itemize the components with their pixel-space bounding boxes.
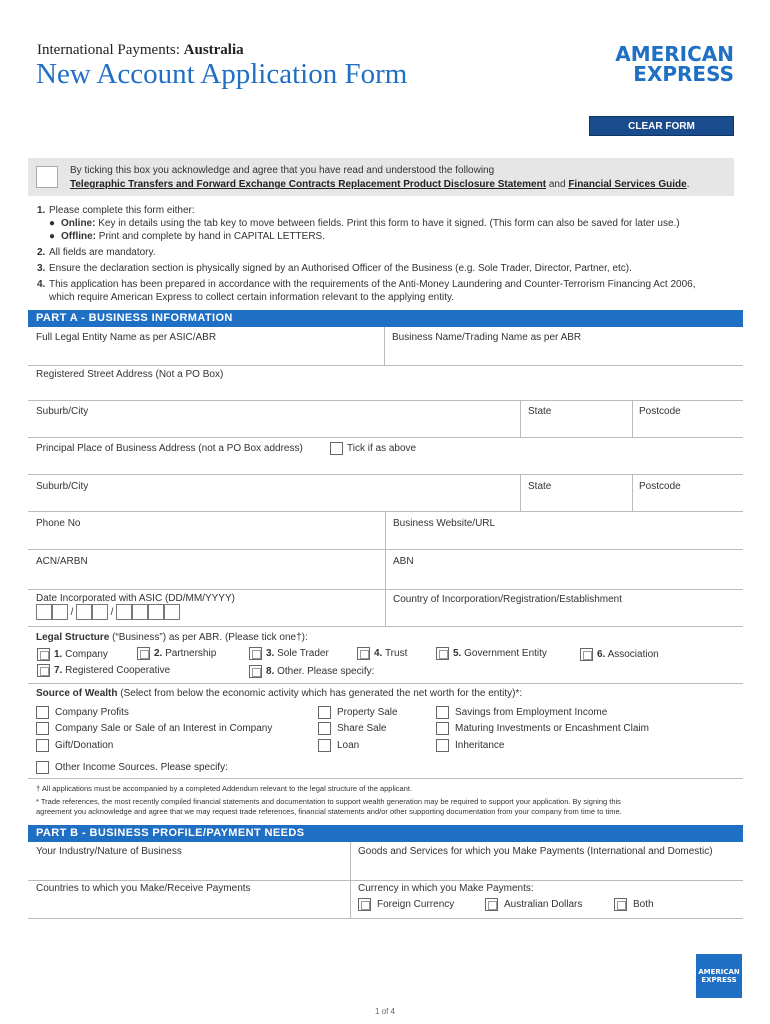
abn-label: ABN bbox=[393, 556, 414, 567]
w4-label: Property Sale bbox=[337, 707, 398, 718]
legal-opt-other[interactable] bbox=[249, 665, 374, 678]
legal-structure-bold: Legal Structure bbox=[36, 632, 110, 643]
header-subtitle bbox=[37, 42, 244, 59]
tick-as-above[interactable] bbox=[330, 442, 416, 455]
opt8-num: 8. bbox=[266, 666, 275, 677]
opt6-num: 6. bbox=[597, 649, 606, 660]
wealth-savings[interactable] bbox=[436, 706, 607, 719]
pds-link[interactable]: Telegraphic Transfers and Forward Exchange Contracts Replacement Product Disclosure Statement bbox=[70, 179, 547, 190]
company-sale-checkbox[interactable] bbox=[36, 722, 49, 735]
amex-small-logo bbox=[696, 954, 742, 998]
company-checkbox[interactable] bbox=[37, 648, 50, 661]
instr-1: Please complete this form either: bbox=[49, 205, 195, 216]
opt6-label: Association bbox=[605, 649, 659, 660]
footnote-3: agreement you acknowledge and agree that we may request trade references, financial statements and/or other supporting documentation from your company from time to time. bbox=[36, 807, 622, 816]
source-of-wealth-label bbox=[36, 688, 522, 699]
postcode-label-1: Postcode bbox=[639, 406, 681, 417]
subtitle-prefix: International Payments: bbox=[37, 42, 184, 58]
w1-label: Company Profits bbox=[55, 707, 129, 718]
wealth-gift[interactable] bbox=[36, 739, 113, 752]
date-slash-1: / bbox=[70, 606, 74, 618]
opt5-label: Government Entity bbox=[461, 648, 547, 659]
wealth-inheritance[interactable] bbox=[436, 739, 504, 752]
wealth-share-sale[interactable] bbox=[318, 722, 386, 735]
date-year-2[interactable] bbox=[132, 604, 148, 620]
currency-foreign[interactable] bbox=[358, 898, 454, 911]
instructions: 1. Please complete this form either: ● Online: Key in details using the tab key to move between fields. Print this form to have it signed. (This form can also be saved for later use.) ● Offline: Print and complete by hand in CAPITAL LETTERS. 2. All fields are mandatory. 3. Ensure the declaration section is physically signed by an Authorised Officer of the Business (e.g. Sole Trader, Director, Partner, etc). 4. This application has been prepared in accordance with the requirements of the Anti-Money Laundering and Counter-Terrorism Financing Act 2006, which require American Express to collect certain information relevant to the applying entity. bbox=[37, 205, 696, 303]
instr-4a: This application has been prepared in accordance with the requirements of the Anti-Money Laundering and Counter-Terrorism Financing Act 2006, bbox=[49, 279, 696, 290]
website-label: Business Website/URL bbox=[393, 518, 496, 529]
currency-both[interactable] bbox=[614, 898, 654, 911]
opt4-label: Trust bbox=[382, 648, 408, 659]
w8-label: Maturing Investments or Encashment Claim bbox=[455, 723, 649, 734]
state-label-1: State bbox=[528, 406, 552, 417]
legal-opt-association[interactable] bbox=[580, 648, 659, 661]
instr-4-num: 4. bbox=[37, 279, 46, 290]
subtitle-country: Australia bbox=[183, 42, 244, 58]
footnote-1: † All applications must be accompanied by a completed Addendum relevant to the legal structure of the applicant. bbox=[36, 784, 413, 793]
date-month-1[interactable] bbox=[76, 604, 92, 620]
cooperative-checkbox[interactable] bbox=[37, 664, 50, 677]
postcode-label-2: Postcode bbox=[639, 481, 681, 492]
goods-services-label: Goods and Services for which you Make Payments (International and Domestic) bbox=[358, 846, 713, 857]
legal-opt-cooperative[interactable] bbox=[37, 664, 170, 677]
partnership-checkbox[interactable] bbox=[137, 647, 150, 660]
date-month-2[interactable] bbox=[92, 604, 108, 620]
legal-opt-government[interactable] bbox=[436, 647, 547, 660]
countries-label: Countries to which you Make/Receive Payments bbox=[36, 883, 251, 894]
date-day-1[interactable] bbox=[36, 604, 52, 620]
ack-end: . bbox=[686, 179, 690, 190]
instr-3-num: 3. bbox=[37, 263, 46, 274]
opt3-label: Sole Trader bbox=[274, 648, 329, 659]
online-text: Key in details using the tab key to move between fields. Print this form to have it signed. (This form can also be saved for later use.) bbox=[95, 218, 680, 229]
wealth-rest: (Select from below the economic activity which has generated the net worth for the entity)*: bbox=[117, 688, 523, 699]
principal-address-label: Principal Place of Business Address (not a PO Box address) bbox=[36, 443, 303, 454]
date-day-2[interactable] bbox=[52, 604, 68, 620]
online-label: Online: bbox=[61, 218, 96, 229]
date-year-3[interactable] bbox=[148, 604, 164, 620]
legal-opt-sole-trader[interactable] bbox=[249, 647, 329, 660]
date-incorporated-label: Date Incorporated with ASIC (DD/MM/YYYY) bbox=[36, 593, 235, 604]
instr-1-num: 1. bbox=[37, 205, 46, 216]
opt1-num: 1. bbox=[54, 649, 63, 660]
opt2-label: Partnership bbox=[162, 648, 217, 659]
suburb-label-2: Suburb/City bbox=[36, 481, 89, 492]
logo-line2: EXPRESS bbox=[633, 62, 734, 86]
small-logo-line2: EXPRESS bbox=[701, 976, 737, 984]
w9-label: Inheritance bbox=[455, 740, 505, 751]
other-income-checkbox[interactable] bbox=[36, 761, 49, 774]
sole-trader-checkbox[interactable] bbox=[249, 647, 262, 660]
opt2-num: 2. bbox=[154, 648, 163, 659]
c3-label: Both bbox=[633, 899, 654, 910]
country-incorporation-label: Country of Incorporation/Registration/Establishment bbox=[393, 594, 623, 605]
logo-line1: AMERICAN bbox=[615, 42, 734, 66]
amex-logo bbox=[588, 44, 734, 84]
gift-checkbox[interactable] bbox=[36, 739, 49, 752]
footnote-2: * Trade references, the most recently compiled financial statements and documentation to support wealth generation may be required to support your application. By signing this bbox=[36, 797, 621, 806]
wealth-loan[interactable] bbox=[318, 739, 359, 752]
date-year-4[interactable] bbox=[164, 604, 180, 620]
government-checkbox[interactable] bbox=[436, 647, 449, 660]
state-label-2: State bbox=[528, 481, 552, 492]
opt5-num: 5. bbox=[453, 648, 462, 659]
wealth-company-sale[interactable] bbox=[36, 722, 272, 735]
offline-text: Print and complete by hand in CAPITAL LETTERS. bbox=[96, 231, 325, 242]
small-logo-line1: AMERICAN bbox=[698, 968, 740, 976]
acknowledgement-panel bbox=[28, 158, 734, 196]
tick-as-above-label: Tick if as above bbox=[347, 443, 417, 454]
currency-aud[interactable] bbox=[485, 898, 582, 911]
w5-label: Share Sale bbox=[337, 723, 387, 734]
offline-label: Offline: bbox=[61, 231, 96, 242]
tick-as-above-checkbox[interactable] bbox=[330, 442, 343, 455]
instr-4b: which require American Express to collect certain information relevant to the applying entity. bbox=[49, 292, 455, 303]
acn-label: ACN/ARBN bbox=[36, 556, 88, 567]
instr-3: Ensure the declaration section is physically signed by an Authorised Officer of the Business (e.g. Sole Trader, Director, Partner, etc). bbox=[49, 263, 632, 274]
company-profits-checkbox[interactable] bbox=[36, 706, 49, 719]
opt7-num: 7. bbox=[54, 665, 63, 676]
wealth-company-profits[interactable] bbox=[36, 706, 129, 719]
opt4-num: 4. bbox=[374, 648, 383, 659]
footnotes bbox=[36, 784, 736, 817]
property-sale-checkbox[interactable] bbox=[318, 706, 331, 719]
fsg-link[interactable]: Financial Services Guide bbox=[568, 179, 687, 190]
c1-label: Foreign Currency bbox=[377, 899, 455, 910]
opt1-label: Company bbox=[62, 649, 108, 660]
w10-label: Other Income Sources. Please specify: bbox=[55, 762, 228, 773]
wealth-investments[interactable] bbox=[436, 722, 649, 735]
c2-label: Australian Dollars bbox=[504, 899, 583, 910]
w2-label: Company Sale or Sale of an Interest in Company bbox=[55, 723, 273, 734]
page-number: 1 of 4 bbox=[374, 1007, 395, 1016]
association-checkbox[interactable] bbox=[580, 648, 593, 661]
registered-address-label: Registered Street Address (Not a PO Box) bbox=[36, 369, 224, 380]
aud-checkbox[interactable] bbox=[485, 898, 498, 911]
both-checkbox[interactable] bbox=[614, 898, 627, 911]
instr-2-num: 2. bbox=[37, 247, 46, 258]
part-b-heading: PART B - BUSINESS PROFILE/PAYMENT NEEDS bbox=[28, 825, 743, 842]
instr-2: All fields are mandatory. bbox=[49, 247, 156, 258]
acknowledgement-checkbox[interactable] bbox=[36, 166, 58, 188]
trust-checkbox[interactable] bbox=[357, 647, 370, 660]
w7-label: Savings from Employment Income bbox=[455, 707, 608, 718]
full-legal-name-label: Full Legal Entity Name as per ASIC/ABR bbox=[36, 332, 217, 343]
inheritance-checkbox[interactable] bbox=[436, 739, 449, 752]
page-title: New Account Application Form bbox=[36, 58, 408, 90]
acknowledgement-text bbox=[70, 164, 689, 192]
ack-line1: By ticking this box you acknowledge and agree that you have read and understood the following bbox=[70, 165, 495, 176]
other-checkbox[interactable] bbox=[249, 665, 262, 678]
legal-opt-partnership[interactable] bbox=[137, 647, 216, 660]
opt3-num: 3. bbox=[266, 648, 275, 659]
investments-checkbox[interactable] bbox=[436, 722, 449, 735]
legal-opt-trust[interactable] bbox=[357, 647, 407, 660]
legal-opt-company[interactable] bbox=[37, 648, 108, 661]
suburb-label-1: Suburb/City bbox=[36, 406, 89, 417]
currency-label: Currency in which you Make Payments: bbox=[358, 883, 534, 894]
part-a-heading: PART A - BUSINESS INFORMATION bbox=[28, 310, 743, 327]
loan-checkbox[interactable] bbox=[318, 739, 331, 752]
industry-label: Your Industry/Nature of Business bbox=[36, 846, 182, 857]
phone-label: Phone No bbox=[36, 518, 81, 529]
wealth-other[interactable] bbox=[36, 761, 228, 774]
foreign-currency-checkbox[interactable] bbox=[358, 898, 371, 911]
ack-and: and bbox=[546, 179, 569, 190]
date-slash-2: / bbox=[110, 606, 114, 618]
share-sale-checkbox[interactable] bbox=[318, 722, 331, 735]
wealth-bold: Source of Wealth bbox=[36, 688, 118, 699]
savings-checkbox[interactable] bbox=[436, 706, 449, 719]
business-name-label: Business Name/Trading Name as per ABR bbox=[392, 332, 582, 343]
opt7-label: Registered Cooperative bbox=[62, 665, 171, 676]
w3-label: Gift/Donation bbox=[55, 740, 114, 751]
legal-structure-label bbox=[36, 632, 308, 643]
date-incorporated-input[interactable] bbox=[36, 604, 180, 620]
legal-structure-rest: (“Business”) as per ABR. (Please tick one†): bbox=[109, 632, 308, 643]
opt8-label: Other. Please specify: bbox=[274, 666, 375, 677]
wealth-property-sale[interactable] bbox=[318, 706, 398, 719]
w6-label: Loan bbox=[337, 740, 360, 751]
date-year-1[interactable] bbox=[116, 604, 132, 620]
clear-form-button[interactable]: CLEAR FORM bbox=[589, 116, 734, 136]
